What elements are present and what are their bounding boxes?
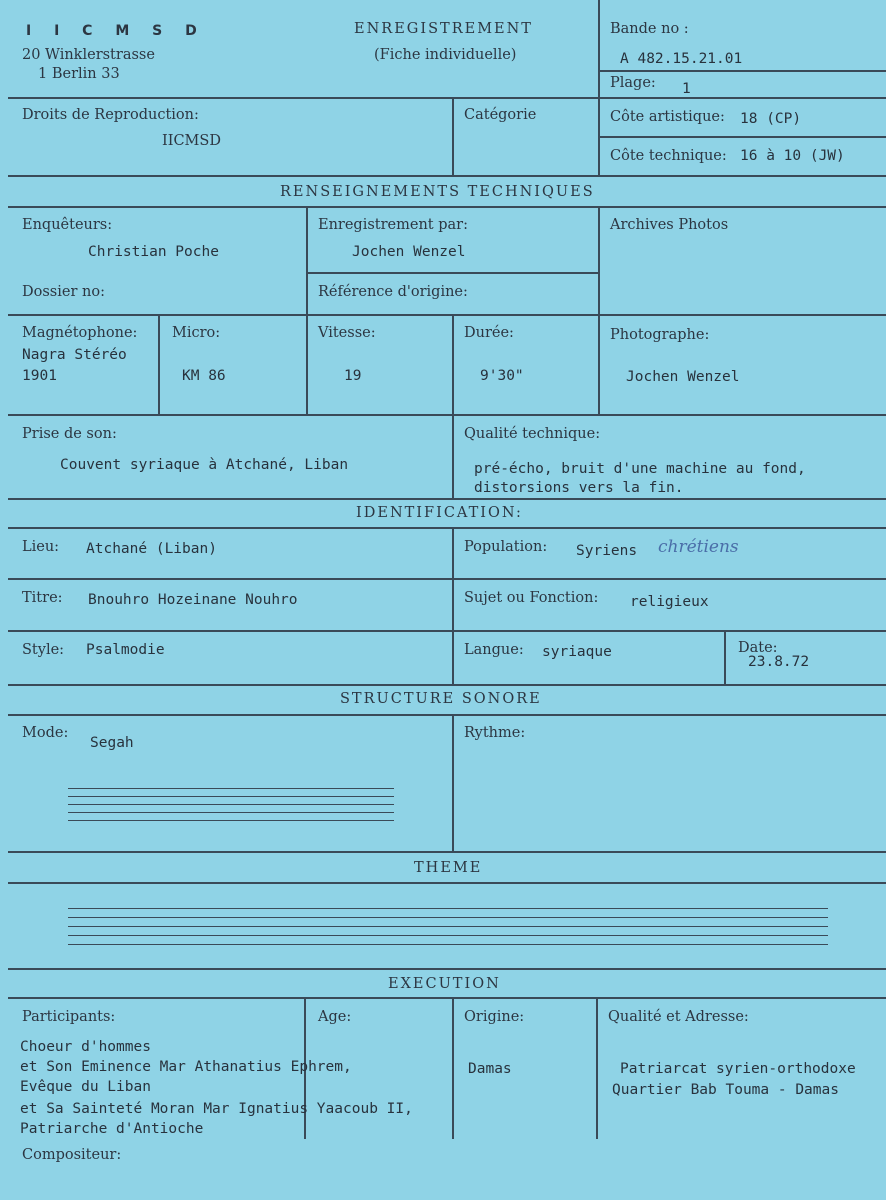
categorie-label: Catégorie bbox=[464, 107, 537, 123]
droits-value: IICMSD bbox=[162, 133, 221, 149]
col-ident-mid bbox=[452, 527, 454, 684]
dossier-label: Dossier no: bbox=[22, 284, 105, 300]
staff-line bbox=[68, 917, 828, 918]
col-rythme-left bbox=[452, 714, 454, 851]
droits-label: Droits de Reproduction: bbox=[22, 107, 199, 123]
rule-lieu-bottom bbox=[8, 578, 886, 580]
cote-artistique-value: 18 (CP) bbox=[740, 111, 802, 127]
bande-label: Bande no : bbox=[610, 21, 689, 37]
rule-top-right bbox=[598, 70, 886, 72]
rule-cote-mid bbox=[598, 136, 886, 138]
magnetophone-value-1: Nagra Stéréo bbox=[22, 347, 127, 363]
photographe-label: Photographe: bbox=[610, 327, 710, 343]
participant-line: Patriarche d'Antioche bbox=[20, 1121, 204, 1137]
section-title-identification: IDENTIFICATION: bbox=[356, 505, 523, 521]
plage-value: 1 bbox=[682, 81, 691, 97]
qualite-adresse-label: Qualité et Adresse: bbox=[608, 1009, 749, 1025]
section-title-theme: THEME bbox=[414, 860, 483, 876]
sujet-label: Sujet ou Fonction: bbox=[464, 590, 599, 606]
cote-artistique-label: Côte artistique: bbox=[610, 109, 725, 125]
col-date-left bbox=[724, 630, 726, 684]
plage-label: Plage: bbox=[610, 75, 656, 91]
staff-line bbox=[68, 796, 394, 797]
duree-value: 9'30" bbox=[480, 368, 524, 384]
vitesse-value: 19 bbox=[344, 368, 362, 384]
col-qualite-left bbox=[452, 414, 454, 498]
rule-enreg-mid bbox=[306, 272, 598, 274]
magnetophone-value-2: 1901 bbox=[22, 368, 57, 384]
qualite-technique-value-1: pré-écho, bruit d'une machine au fond, bbox=[474, 461, 806, 477]
prise-label: Prise de son: bbox=[22, 426, 117, 442]
rule-structure-title bbox=[8, 714, 886, 716]
rule-ident-title bbox=[8, 527, 886, 529]
col-enreg-left bbox=[306, 206, 308, 414]
micro-value: KM 86 bbox=[182, 368, 226, 384]
qualite-technique-value-2: distorsions vers la fin. bbox=[474, 480, 684, 496]
origine-label: Origine: bbox=[464, 1009, 525, 1025]
participant-line: et Sa Sainteté Moran Mar Ignatius Yaacoub II, bbox=[20, 1101, 413, 1117]
style-label: Style: bbox=[22, 642, 65, 658]
participant-line: et Son Eminence Mar Athanatius Ephrem, bbox=[20, 1059, 352, 1075]
staff-line bbox=[68, 820, 394, 821]
rule-rights-bottom bbox=[8, 175, 886, 177]
enregistrement-value: Jochen Wenzel bbox=[352, 244, 466, 260]
rule-theme-title bbox=[8, 882, 886, 884]
address-line-2: 1 Berlin 33 bbox=[38, 66, 120, 82]
staff-line bbox=[68, 788, 394, 789]
rule-style-bottom bbox=[8, 684, 886, 686]
langue-value: syriaque bbox=[542, 644, 612, 660]
staff-line bbox=[68, 804, 394, 805]
qualite-technique-label: Qualité technique: bbox=[464, 426, 601, 442]
col-origine-left bbox=[452, 997, 454, 1139]
form-subtitle: (Fiche individuelle) bbox=[374, 47, 517, 63]
titre-label: Titre: bbox=[22, 590, 63, 606]
population-value: Syriens bbox=[576, 543, 638, 559]
micro-label: Micro: bbox=[172, 325, 221, 341]
enqueteurs-value: Christian Poche bbox=[88, 244, 219, 260]
mode-label: Mode: bbox=[22, 725, 69, 741]
rule-header-bottom bbox=[8, 97, 886, 99]
rule-titre-bottom bbox=[8, 630, 886, 632]
col-micro-left bbox=[158, 314, 160, 414]
staff-line bbox=[68, 908, 828, 909]
langue-label: Langue: bbox=[464, 642, 524, 658]
rule-dossier-bottom bbox=[8, 314, 886, 316]
staff-line bbox=[68, 926, 828, 927]
lieu-value: Atchané (Liban) bbox=[86, 541, 217, 557]
staff-line bbox=[68, 944, 828, 945]
staff-line bbox=[68, 935, 828, 936]
staff-line bbox=[68, 812, 394, 813]
org-name: I I C M S D bbox=[26, 23, 206, 39]
participants-label: Participants: bbox=[22, 1009, 116, 1025]
origine-value: Damas bbox=[468, 1061, 512, 1077]
adresse-line-1: Patriarcat syrien-orthodoxe bbox=[620, 1061, 856, 1077]
photographe-value: Jochen Wenzel bbox=[626, 369, 740, 385]
section-title-structure: STRUCTURE SONORE bbox=[340, 691, 542, 707]
rule-exec-title bbox=[8, 997, 886, 999]
age-label: Age: bbox=[318, 1009, 352, 1025]
sujet-value: religieux bbox=[630, 594, 709, 610]
titre-value: Bnouhro Hozeinane Nouhro bbox=[88, 592, 298, 608]
section-title-execution: EXECUTION bbox=[388, 976, 501, 992]
participant-line: Choeur d'hommes bbox=[20, 1039, 151, 1055]
rule-tech-title bbox=[8, 206, 886, 208]
style-value: Psalmodie bbox=[86, 642, 165, 658]
col-duree-left bbox=[452, 314, 454, 414]
mode-value: Segah bbox=[90, 735, 134, 751]
participant-line: Evêque du Liban bbox=[20, 1079, 151, 1095]
bande-value: A 482.15.21.01 bbox=[620, 51, 743, 67]
adresse-line-2: Quartier Bab Touma - Damas bbox=[612, 1082, 839, 1098]
vitesse-label: Vitesse: bbox=[318, 325, 376, 341]
enregistrement-label: Enregistrement par: bbox=[318, 217, 468, 233]
population-label: Population: bbox=[464, 539, 548, 555]
rule-theme-bottom bbox=[8, 968, 886, 970]
section-title-technique: RENSEIGNEMENTS TECHNIQUES bbox=[280, 184, 595, 200]
prise-value: Couvent syriaque à Atchané, Liban bbox=[60, 457, 349, 473]
enqueteurs-label: Enquêteurs: bbox=[22, 217, 113, 233]
date-value: 23.8.72 bbox=[748, 654, 810, 670]
archives-label: Archives Photos bbox=[610, 217, 729, 233]
rule-prise-bottom bbox=[8, 498, 886, 500]
cote-technique-label: Côte technique: bbox=[610, 148, 727, 164]
col-archives-left bbox=[598, 206, 600, 414]
magnetophone-label: Magnétophone: bbox=[22, 325, 138, 341]
form-title: ENREGISTREMENT bbox=[354, 21, 533, 37]
duree-label: Durée: bbox=[464, 325, 514, 341]
rule-magneto-bottom bbox=[8, 414, 886, 416]
compositeur-label: Compositeur: bbox=[22, 1147, 122, 1163]
lieu-label: Lieu: bbox=[22, 539, 60, 555]
reference-label: Référence d'origine: bbox=[318, 284, 468, 300]
address-line-1: 20 Winklerstrasse bbox=[22, 47, 155, 63]
col-header-right bbox=[598, 0, 600, 175]
population-handwritten: chrétiens bbox=[658, 537, 739, 557]
cote-technique-value: 16 à 10 (JW) bbox=[740, 148, 845, 164]
date-label: Date: bbox=[738, 640, 778, 656]
rythme-label: Rythme: bbox=[464, 725, 526, 741]
rule-structure-bottom bbox=[8, 851, 886, 853]
col-categorie-left bbox=[452, 97, 454, 175]
col-adresse-left bbox=[596, 997, 598, 1139]
